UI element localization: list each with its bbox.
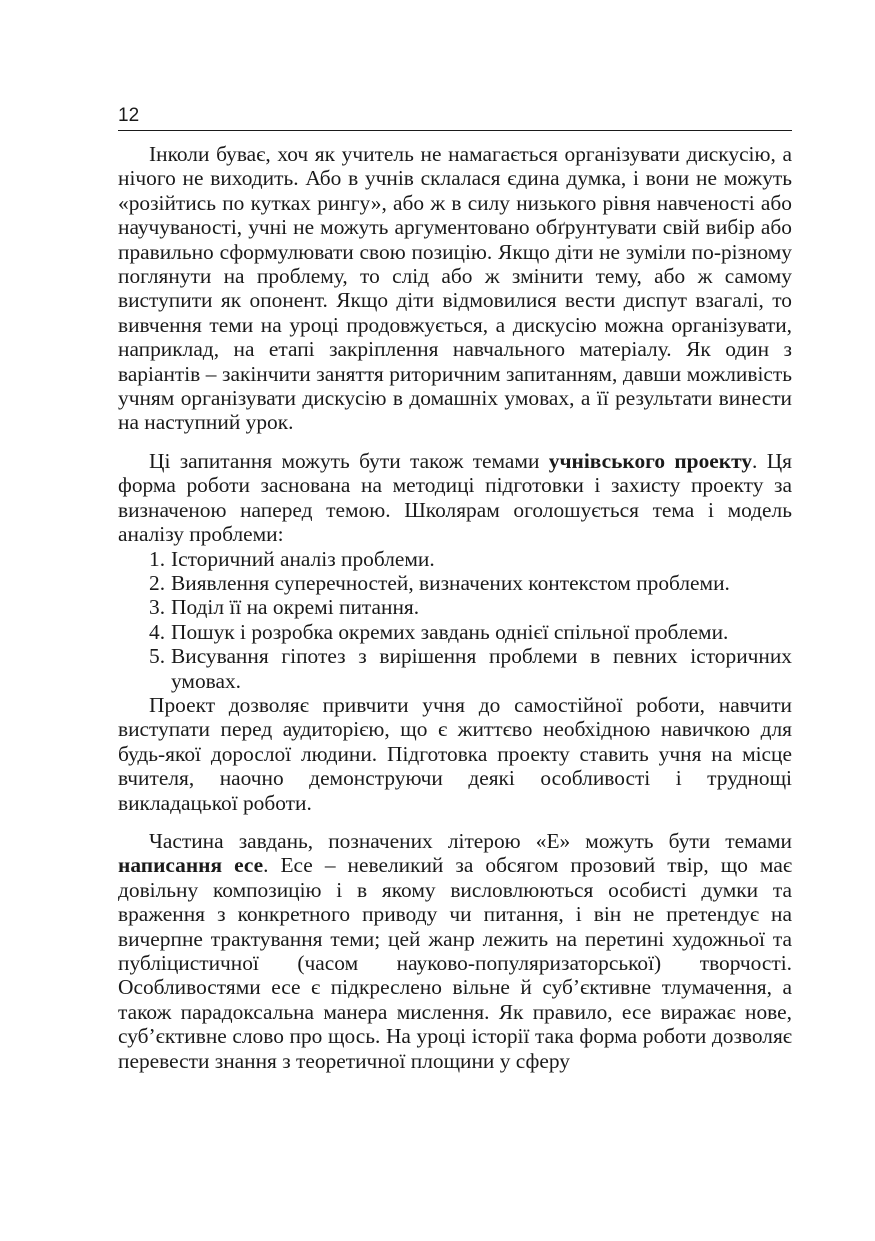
list-item: [118, 547, 792, 571]
paragraph-essay-intro: Частина завдань, позначених літерою «Е» можуть бути темами: [149, 828, 792, 853]
paragraph-project-benefits: Проект дозволяє привчити учня до самостійної роботи, навчити виступати перед аудиторією, що є життєво необхідною навичкою для будь-якої дорослої людини. Підготовка проекту ставить учня на місце вчителя, наочно демонструючи деякі особливості і труднощі викладацької роботи.: [118, 692, 792, 815]
analysis-steps-list: [118, 547, 792, 693]
paragraph-essay-rest: . Есе – невеликий за обсягом прозовий твір, що має довільну композицію і в якому висловлюються особисті думки та враження з конкретного приводу чи питання, і він не претендує на вичерпне трактування теми; цей жанр лежить на перетині художньої та публіцистичної (часом науково-популяризаторської) творчості. Особливостями есе є підкреслено вільне й суб’єктивне тлумачення, а також парадоксальна манера мислення. Як правило, есе виражає нове, суб’єктивне слово про щось. На уроці історії така форма роботи дозволяє перевести знання з теоретичної площини у сферу: [118, 853, 792, 1073]
paragraph-essay: [118, 829, 792, 1073]
list-item-number: 1.: [149, 546, 166, 571]
body-text: [118, 142, 792, 1073]
list-item-text: Поділ її на окремі питання.: [171, 595, 420, 620]
paragraph-project: [118, 449, 792, 547]
list-item: [118, 644, 792, 693]
term-student-project: учнівського проекту: [548, 448, 753, 473]
list-item-text: Історичний аналіз проблеми.: [171, 546, 435, 571]
list-item-number: 2.: [149, 570, 166, 595]
header-rule: [118, 130, 792, 131]
term-essay-writing: написання есе: [118, 853, 264, 878]
paragraph-project-rest: . Ця форма роботи заснована на методиці підготовки і захисту проекту за визначеною наперед темою. Школярам оголошується тема і модель аналізу проблеми:: [118, 448, 792, 547]
list-item: [118, 595, 792, 619]
list-item-text: Висування гіпотез з вирішення проблеми в певних історичних умовах.: [171, 644, 792, 693]
list-item-text: Пошук і розробка окремих завдань однієї спільної проблеми.: [171, 619, 729, 644]
list-item-text: Виявлення суперечностей, визначених контекстом проблеми.: [171, 570, 730, 595]
page-number: 12: [118, 105, 140, 126]
paragraph-discussion: Інколи буває, хоч як учитель не намагається організувати дискусію, а нічого не виходить. Або в учнів склалася єдина думка, і вони не можуть «розійтись по кутках рингу», або ж в силу низького рівня навченості або научуваності, учні не можуть аргументовано обґрунтувати свій вибір або правильно сформулювати свою позицію. Якщо діти не зуміли по-різному поглянути на проблему, то слід або ж змінити тему, або ж самому виступити як опонент. Якщо діти відмовилися вести диспут взагалі, то вивчення теми на уроці продовжується, а дискусію можна організувати, наприклад, на етапі закріплення навчального матеріалу. Як один з варіантів – закінчити заняття риторичним запитанням, давши можливість учням організувати дискусію в домашніх умовах, а її результати винести на наступний урок.: [118, 142, 792, 435]
paragraph-project-intro: Ці запитання можуть бути також темами: [149, 448, 549, 473]
list-item: [118, 571, 792, 595]
list-item-number: 5.: [149, 644, 166, 669]
list-item-number: 4.: [149, 619, 166, 644]
list-item: [118, 620, 792, 644]
list-item-number: 3.: [149, 595, 166, 620]
